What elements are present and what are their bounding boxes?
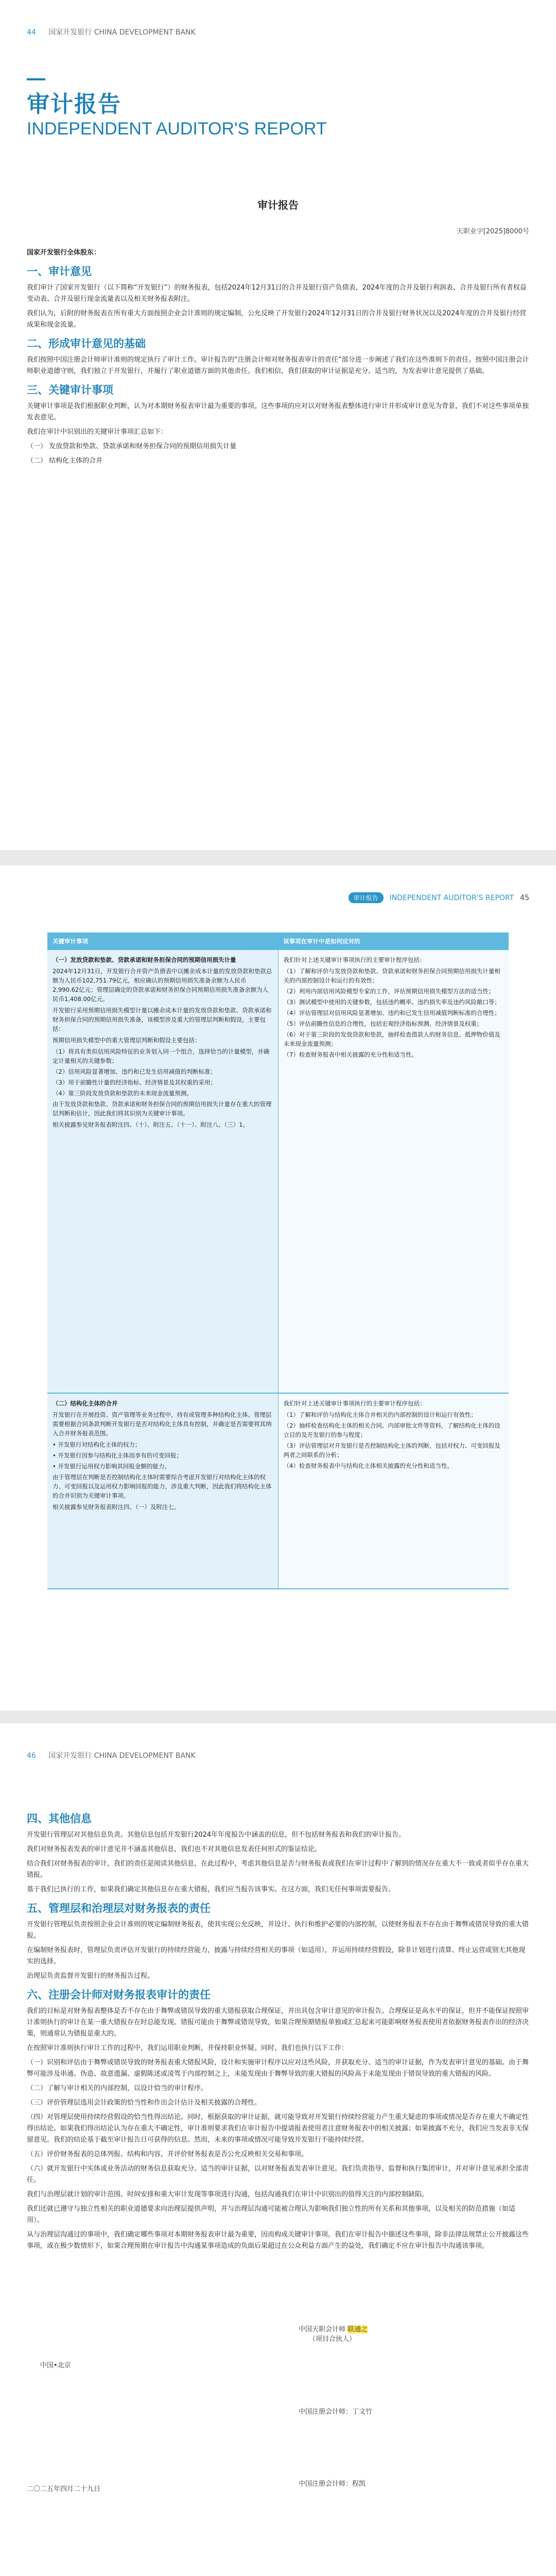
table-cell-matter	[47, 950, 278, 1393]
paragraph: 我们在审计中识别出的关键审计事项汇总如下：	[27, 428, 168, 436]
section-title: 四、其他信息	[27, 1812, 92, 1825]
paragraph: 关键审计事项是我们根据职业判断，认为对本期财务报表审计最为重要的事项。这些事项的应对以对财务报表整体进行审计并形成审计意见为背景，我们不对这些事项单独发表意见。	[27, 402, 529, 421]
matter-title: （一）发放贷款和垫款、贷款承诺和财务担保合同的预期信用损失计量	[53, 956, 236, 963]
table-header-row	[47, 933, 509, 950]
cell-list-item: （6）对于第三阶段的发放贷款和垫款，抽样检查借款人的财务信息、抵押物价值及未来现金流量预测；	[283, 1031, 500, 1047]
paragraph: 我们的目标是对财务报表整体是否不存在由于舞弊或错误导致的重大错报获取合理保证，并出具包含审计意见的审计报告。合理保证是高水平的保证，但并不能保证按照审计准则执行的审计在某一重大错报存在时总能发现。错报可能由于舞弊或错误导致，如果合理预期错报单独或汇总起来可能影响财务报表使用者依据财务报表作出的经济决策，则通常认为错报是重大的。	[27, 2007, 529, 2038]
column-header: 关键审计事项	[47, 933, 278, 950]
page-number: 46	[27, 1752, 36, 1760]
paragraph: 开发银行管理层负责按照企业会计准则的规定编制财务报表，使其实现公允反映，并设计、执行和维护必要的内部控制，以使财务报表不存在由于舞弊或错误导致的重大错报。	[27, 1921, 529, 1940]
paragraph: 从与治理层沟通过的事项中，我们确定哪些事项对本期财务报表审计最为重要，因而构成关键审计事项。我们在审计报告中描述这些事项，除非法律法规禁止公开披露这些事项，或在极少数情形下，如果合理预期在审计报告中沟通某事项造成的负面后果超过在公众利益方面产生的益处，我们确定不应在审计报告中沟通该事项。	[27, 2231, 529, 2250]
cell-paragraph: 开发银行采用预期信用损失模型计量以摊余成本计量的发放贷款和垫款、贷款承诺和财务担保合同的预期信用损失准备，该模型涉及重大的管理层判断和假设，主要包括：	[53, 1007, 272, 1032]
paragraph: 我们还就已遵守与独立性相关的职业道德要求向治理层提供声明，并与治理层沟通可能被合理认为影响我们独立性的所有关系和其他事项，以及相关的防范措施（如适用）。	[27, 2205, 516, 2224]
paragraph: 在编制财务报表时，管理层负责评估开发银行的持续经营能力，披露与持续经营相关的事项（如适用），并运用持续经营假设，除非计划进行清算、终止运营或别无其他现实的选择。	[27, 1946, 526, 1965]
cell-paragraph: 我们针对上述关键审计事项执行的主要审计程序包括：	[283, 1400, 426, 1407]
paragraph: 结合我们对财务报表的审计，我们的责任是阅读其他信息，在此过程中，考虑其他信息是否与财务报表或我们在审计过程中了解到的情况存在重大不一致或者似乎存在重大错报。	[27, 1860, 529, 1879]
title-en: INDEPENDENT AUDITOR'S REPORT	[27, 119, 327, 139]
page-number: 44	[27, 28, 36, 37]
table-row	[47, 1393, 509, 1589]
paragraph: 治理层负责监督开发银行的财务报告过程。	[27, 1972, 154, 1980]
firm-name: 中国天职会计师	[299, 2326, 346, 2333]
cell-list-item: （3）测试模型中使用的关键参数，包括违约概率、违约损失率及违约风险敞口等；	[283, 998, 500, 1006]
paragraph: 我们对财务报表发表的审计意见并不涵盖其他信息，我们也不对其他信息发表任何形式的鉴证结论。	[27, 1845, 322, 1853]
signature-highlight: 联通之	[348, 2326, 368, 2333]
cell-reference: 相关披露参见财务报表附注四、（一）及附注七。	[53, 1503, 180, 1511]
list-item: （三）评价管理层选用会计政策的恰当性和作出会计估计及相关披露的合理性。	[27, 2099, 262, 2107]
table-cell-matter	[47, 1393, 278, 1589]
cell-list-item: （4）检查财务报表中与结构化主体相关披露的充分性和适当性。	[283, 1462, 453, 1469]
header-text: INDEPENDENT AUDITOR'S REPORT	[389, 893, 514, 902]
cpa-signature-1: 中国注册会计师：丁文竹	[299, 2408, 373, 2416]
list-item: （一） 发放贷款和垫款、贷款承诺和财务担保合同的预期信用损失计量	[27, 443, 237, 450]
report-big-title	[27, 78, 327, 139]
section-title: 五、管理层和治理层对财务报表的责任	[27, 1902, 211, 1914]
page-header	[27, 1750, 196, 1760]
paragraph: 基于我们已执行的工作，如果我们确定其他信息存在重大错报，我们应当报告该事实。在这方面，我们无任何事项需要报告。	[27, 1886, 395, 1893]
title-zh: 审计报告	[27, 91, 121, 117]
paragraph: 我们认为，后附的财务报表在所有重大方面按照企业会计准则的规定编制，公允反映了开发银行2024年12月31日的合并及银行财务状况以及2024年度的合并及银行经营成果和现金流量。	[27, 310, 527, 329]
table-cell-response	[278, 950, 509, 1393]
column-header: 该事项在审计中是如何应对的	[278, 933, 509, 950]
key-audit-matters-table	[47, 933, 509, 1589]
addressee: 国家开发银行全体股东：	[27, 249, 101, 257]
report-date: 二〇二五年四月二十九日	[27, 2485, 101, 2493]
location: 中国•北京	[40, 2362, 71, 2369]
firm-signature	[299, 2324, 368, 2343]
report-page-3	[0, 1723, 556, 2576]
paragraph: 在按照审计准则执行审计工作的过程中，我们运用职业判断，并保持职业怀疑。同时，我们也执行以下工作：	[27, 2044, 349, 2052]
cell-paragraph: 2024年12月31日，开发银行合并资产负债表中以摊余成本计量的发放贷款和垫款总额为人民币102,751.79亿元，相应确认的预期信用损失准备余额为人民币2,990.62亿元；管理层确定的贷款承诺和财务担保合同预期信用损失准备余额为人民币1,408.00亿元。	[53, 968, 272, 1003]
table-cell-response	[278, 1393, 509, 1589]
cell-list-item: （4）评估管理层对信用风险显著增加、违约和已发生信用减值判断标准的合理性；	[283, 1009, 500, 1016]
matter-title: （二）结构化主体的合并	[53, 1400, 118, 1407]
cpa-signature-2: 中国注册会计师：程凯	[299, 2480, 366, 2488]
cell-list-item: （1）了解和评价与结构化主体合并相关的内部控制的设计和运行有效性；	[283, 1411, 477, 1418]
section-title: 一、审计意见	[27, 265, 92, 278]
cell-list-item: （5）评估前瞻性信息的合理性，包括宏观经济指标预测、经济情景及权重；	[283, 1020, 483, 1027]
page-header	[27, 27, 196, 37]
list-item: （四）对管理层使用持续经营假设的恰当性得出结论。同时，根据获取的审计证据，就可能导致对开发银行持续经营能力产生重大疑虑的事项或情况是否存在重大不确定性得出结论。如果我们得出结论认为存在重大不确定性，审计准则要求我们在审计报告中提请报表使用者注意财务报表中的相关披露；如果披露不充分，我们应当发表非无保留意见。我们的结论基于截至审计报告日可获得的信息。然而，未来的事项或情况可能导致开发银行不能持续经营。	[27, 2113, 529, 2144]
cell-list-item: （1）了解和评价与发放贷款和垫款、贷款承诺和财务担保合同预期信用损失计量相关的内部控制设计和运行的有效性；	[283, 968, 500, 984]
cell-paragraph: 由于管理层在判断是否控制结构化主体时需要综合考虑开发银行对结构化主体的权力、可变回报以及运用权力影响回报的能力，涉及重大判断，因此我们将结构化主体的合并识别为关键审计事项。	[53, 1473, 272, 1499]
section-title: 二、形成审计意见的基础	[27, 337, 146, 350]
list-item: （一）识别和评估由于舞弊或错误导致的财务报表重大错报风险，设计和实施审计程序以应对这些风险，并获取充分、适当的审计证据，作为发表审计意见的基础。由于舞弊可能涉及串通、伪造、故意遗漏、虚假陈述或凌驾于内部控制之上，未能发现由于舞弊导致的重大错报的风险高于未能发现由于错误导致的重大错报的风险。	[27, 2059, 529, 2078]
paragraph: 开发银行管理层对其他信息负责。其他信息包括开发银行2024年年度报告中涵盖的信息，但不包括财务报表和我们的审计报告。	[27, 1831, 406, 1839]
cell-list-item: （1）将具有类似信用风险特征的业务划入同一个组合，选择恰当的计量模型，并确定计量相关的关键参数；	[53, 1048, 270, 1064]
section-title: 三、关键审计事项	[27, 384, 113, 396]
list-item: （六）就开发银行中实体或业务活动的财务信息获取充分、适当的审计证据，以对财务报表发表审计意见。我们负责指导、监督和执行集团审计，并对审计意见承担全部责任。	[27, 2165, 529, 2184]
firm-subtitle: （项目合伙人）	[309, 2335, 356, 2343]
list-item: （二）了解与审计相关的内部控制，以设计恰当的审计程序。	[27, 2084, 208, 2092]
cell-paragraph: 预期信用损失模型中的重大管理层判断和假设主要包括：	[53, 1037, 201, 1044]
header-text: 国家开发银行 CHINA DEVELOPMENT BANK	[48, 28, 196, 37]
cell-list-item: （2）信用风险显著增加、违约和已发生信用减值的判断标准；	[53, 1068, 216, 1075]
cell-list-item: • 开发银行因参与结构化主体而享有的可变回报；	[53, 1452, 182, 1459]
cell-list-item: （2）利用内部信用风险模型专家的工作，评估预期信用损失模型方法的适当性；	[283, 988, 495, 995]
cell-list-item: （3）用于前瞻性计量的经济指标、经济情景及其权重的采用；	[53, 1079, 216, 1086]
cell-list-item: （3）评估管理层对开发银行是否控制结构化主体的判断，包括对权力、可变回报及两者之间联系的分析；	[283, 1442, 500, 1459]
reference-number: 天职业字[2025]8000号	[456, 228, 529, 235]
report-body	[27, 247, 529, 470]
cell-list-item: • 开发银行运用权力影响其回报金额的能力。	[53, 1463, 170, 1470]
cell-list-item: • 开发银行对结构化主体的权力；	[53, 1441, 141, 1448]
cell-paragraph: 由于发放贷款和垫款、贷款承诺和财务担保合同的预期信用损失计量存在重大的管理层判断和估计，因此我们将其识别为关键审计事项。	[53, 1100, 272, 1117]
cell-list-item: （7）检查财务报表中相关披露的充分性和适当性。	[283, 1051, 418, 1058]
cell-reference: 相关披露参见财务报表附注四、（十）、附注五、（十一）、附注八、（三）1。	[53, 1121, 249, 1128]
title-accent-bar	[27, 78, 45, 80]
paragraph: 我们审计了国家开发银行（以下简称“开发银行”）的财务报表，包括2024年12月31日的合并及银行资产负债表，2024年度的合并及银行利润表、合并及银行所有者权益变动表、合并及银行现金流量表以及相关财务报表附注。	[27, 284, 527, 303]
list-item: （二） 结构化主体的合并	[27, 457, 103, 465]
section-title: 六、注册会计师对财务报表审计的责任	[27, 1989, 211, 2001]
page-header	[349, 892, 529, 903]
cell-paragraph: 我们针对上述关键审计事项执行的主要审计程序包括：	[283, 956, 426, 963]
section-pill: 审计报告	[349, 892, 384, 903]
cell-list-item: （4）第三阶段发放贷款和垫款的未来现金流量预测。	[53, 1090, 193, 1097]
list-item: （五）评价财务报表的总体列报、结构和内容，并评价财务报表是否公允反映相关交易和事项。	[27, 2150, 308, 2158]
table-row	[47, 950, 509, 1393]
paragraph: 我们与治理层就计划的审计范围、时间安排和重大审计发现等事项进行沟通，包括沟通我们在审计中识别出的值得关注的内部控制缺陷。	[27, 2191, 429, 2198]
paragraph: 我们按照中国注册会计师审计准则的规定执行了审计工作。审计报告的“注册会计师对财务报表审计的责任”部分进一步阐述了我们在这些准则下的责任。按照中国注册会计师职业道德守则，我们独立于开发银行，并履行了职业道德方面的其他责任。我们相信，我们获取的审计证据是充分、适当的，为发表审计意见提供了基础。	[27, 356, 529, 375]
report-page-1	[0, 0, 556, 850]
page-number: 45	[520, 893, 529, 902]
cell-list-item: （2）抽样检查结构化主体的相关合同、内部审批文件等资料，了解结构化主体的设立目的及开发银行的参与程度；	[283, 1422, 500, 1438]
header-text: 国家开发银行 CHINA DEVELOPMENT BANK	[48, 1752, 196, 1760]
report-body	[27, 1806, 529, 2255]
report-title: 审计报告	[257, 199, 299, 211]
cell-paragraph: 开发银行在开展投资、资产管理等业务过程中，持有或管理多种结构化主体。管理层需要根据合同条款判断开发银行是否对结构化主体具有控制，并确定是否需要将其纳入合并财务报表范围。	[53, 1411, 272, 1437]
